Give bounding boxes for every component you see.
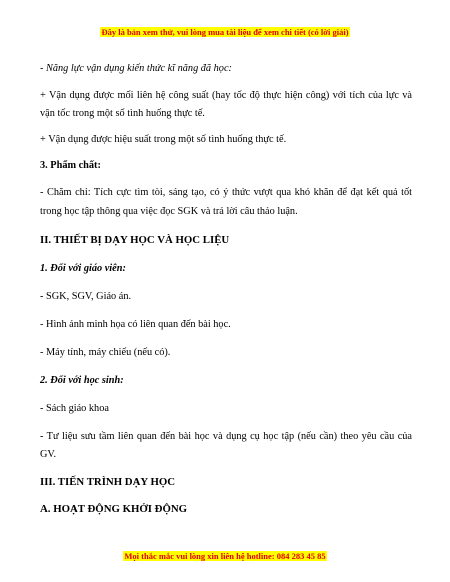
section-heading-equipment: II. THIẾT BỊ DẠY HỌC VÀ HỌC LIỆU (40, 234, 230, 246)
teacher-item-2: - Hình ảnh minh họa có liên quan đến bài học. (40, 319, 231, 330)
teacher-item-1: - SGK, SGV, Giáo án. (40, 291, 132, 302)
hotline-banner-text: Mọi thắc mắc vui lòng xin liên hệ hotline: 084 283 45 85 (124, 551, 326, 561)
preview-banner (0, 27, 450, 37)
competence-item-2: + Vận dụng được hiệu suất trong một số tình huống thực tế. (40, 134, 287, 145)
preview-banner-text: Đây là bản xem thử, vui lòng mua tài liệu để xem chi tiết (có lời giải) (101, 27, 349, 37)
student-item-2-line-1: - Tư liệu sưu tầm liên quan đến bài học và dụng cụ học tập (nếu cần) theo yêu cầu của (40, 431, 412, 442)
qualities-line-1: - Chăm chỉ: Tích cực tìm tòi, sáng tạo, có ý thức vượt qua khó khăn để đạt kết quả tốt (40, 187, 412, 198)
teacher-item-3: - Máy tính, máy chiếu (nếu có). (40, 347, 171, 358)
qualities-line-2: trong học tập thông qua việc đọc SGK và trả lời câu thảo luận. (40, 206, 298, 217)
student-item-1: - Sách giáo khoa (40, 403, 109, 414)
competence-item-1-line-2: vận tốc trong một số tình huống thực tế. (40, 108, 205, 119)
hotline-banner (0, 551, 450, 561)
competence-heading: - Năng lực vận dụng kiến thức kĩ năng đã học: (40, 63, 232, 74)
qualities-heading: 3. Phẩm chất: (40, 160, 101, 171)
student-heading: 2. Đối với học sinh: (40, 375, 124, 386)
section-heading-warmup: A. HOẠT ĐỘNG KHỞI ĐỘNG (40, 503, 188, 515)
section-heading-process: III. TIẾN TRÌNH DẠY HỌC (40, 476, 176, 488)
competence-item-1-line-1: + Vận dụng được mối liên hệ công suất (hay tốc độ thực hiện công) với tích của lực và (40, 90, 412, 101)
teacher-heading: 1. Đối với giáo viên: (40, 263, 126, 274)
student-item-2-line-2: GV. (40, 449, 57, 460)
